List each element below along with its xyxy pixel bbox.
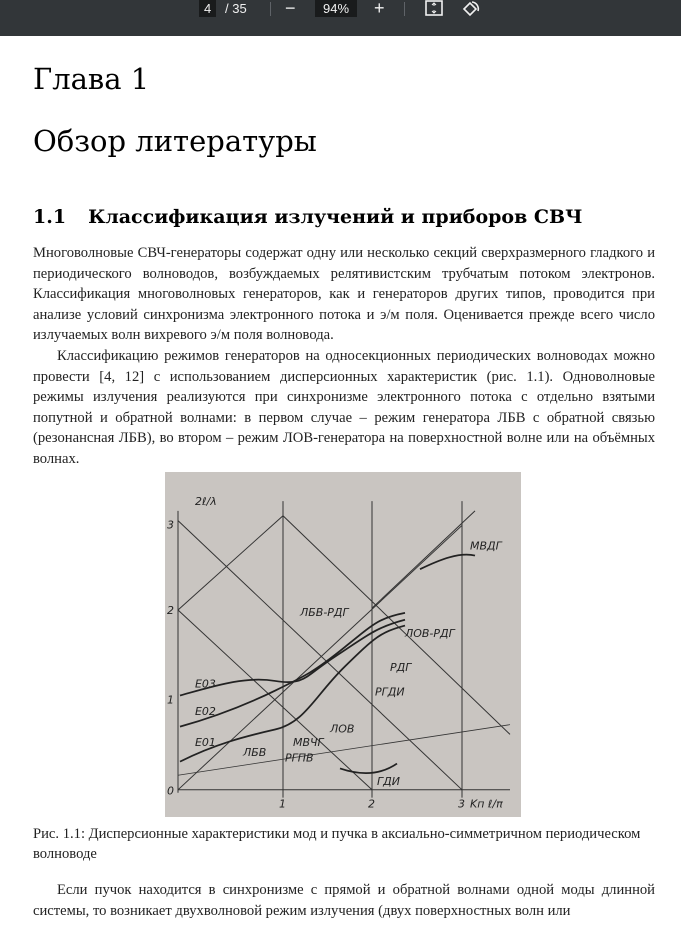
rotate-icon[interactable]: [461, 0, 481, 18]
label-gdi: ГДИ: [377, 775, 400, 788]
paragraph: [33, 880, 655, 921]
y-tick: 2: [167, 604, 174, 617]
section-heading: [33, 206, 582, 228]
x-tick: 2: [368, 797, 375, 811]
zoom-out-button[interactable]: −: [285, 0, 296, 18]
label-lov: ЛОВ: [330, 722, 355, 736]
divider: [404, 2, 405, 16]
section-number: 1.1: [33, 206, 67, 228]
label-rgpv: РГПВ: [285, 751, 314, 765]
figure-dispersion-diagram: [165, 472, 521, 817]
label-lbv-rdg: ЛБВ-РДГ: [300, 605, 349, 619]
label-mvdg: МВДГ: [469, 539, 502, 553]
figure-caption: Рис. 1.1: Дисперсионные характеристики мод и пучка в аксиально-симметричном периодическом волноводе: [33, 826, 641, 862]
zoom-in-button[interactable]: +: [374, 0, 385, 18]
paragraph: Многоволновые СВЧ-генераторы содержат одну или несколько секций сверхразмерного гладкого и периодического волноводов, возбуждаемых релятивистским трубчатым потоком электронов. Классификация многоволновых генераторов, как и генераторов других типов, проводится при анализе условий синхронизма электронного потока и э/м поля. Оценивается прежде всего число излучаемых волн вихревого э/м поля волновода.: [33, 245, 655, 344]
label-lbv: ЛБВ: [243, 745, 267, 759]
section-title: Классификация излучений и приборов СВЧ: [88, 206, 583, 228]
x-axis-label: Kп ℓ/π: [469, 797, 503, 811]
x-tick: 1: [279, 797, 286, 811]
pdf-page: [0, 36, 681, 935]
x-tick: 3: [458, 797, 465, 811]
light-line: [178, 521, 462, 790]
y-axis-label: 2ℓ/λ: [195, 495, 217, 508]
label-rdg: РДГ: [390, 661, 412, 675]
zoom-level-input[interactable]: 94%: [315, 0, 357, 17]
dispersion-chart: [165, 472, 521, 817]
label-mvchg: МВЧГ: [293, 736, 324, 750]
chapter-label: Глава 1: [33, 62, 150, 96]
label-e01: E01: [195, 736, 216, 750]
fit-page-icon[interactable]: [425, 0, 443, 17]
divider: [270, 2, 271, 16]
label-e02: E02: [195, 705, 216, 718]
light-line: [178, 525, 462, 789]
light-line: [372, 511, 475, 608]
page-total: / 35: [225, 1, 247, 16]
paragraph-text: Классификацию режимов генераторов на односекционных периодических волноводах можно провести [4, 12] с использованием дисперсионных характеристик (рис. 1.1). Одноволновые режимы излучения реализуются при синхронизме электронного потока с отдельно взятыми попутной и обратной волнами: в первом случае – режим генератора ЛБВ с обратной связью (резонансная ЛБВ), во втором – режим ЛОВ-генератора на поверхностной волне или на объёмных волнах.: [33, 348, 655, 467]
label-lov-rdg: ЛОВ-РДГ: [405, 627, 455, 641]
page-number-input[interactable]: 4: [199, 0, 216, 17]
pdf-toolbar: [0, 0, 681, 36]
paragraph: [33, 346, 655, 470]
label-rgdi: РГДИ: [375, 685, 405, 699]
y-tick: 3: [167, 518, 174, 532]
label-e03: E03: [195, 677, 216, 691]
y-tick: 0: [167, 784, 174, 798]
light-line: [178, 516, 283, 610]
chapter-title: Обзор литературы: [33, 124, 317, 158]
y-tick: 1: [167, 693, 174, 707]
paragraph-text: Если пучок находится в синхронизме с прямой и обратной волнами одной моды длинной системы, то возникает двухволновой режим излучения (двух поверхностных волн или: [33, 882, 655, 919]
